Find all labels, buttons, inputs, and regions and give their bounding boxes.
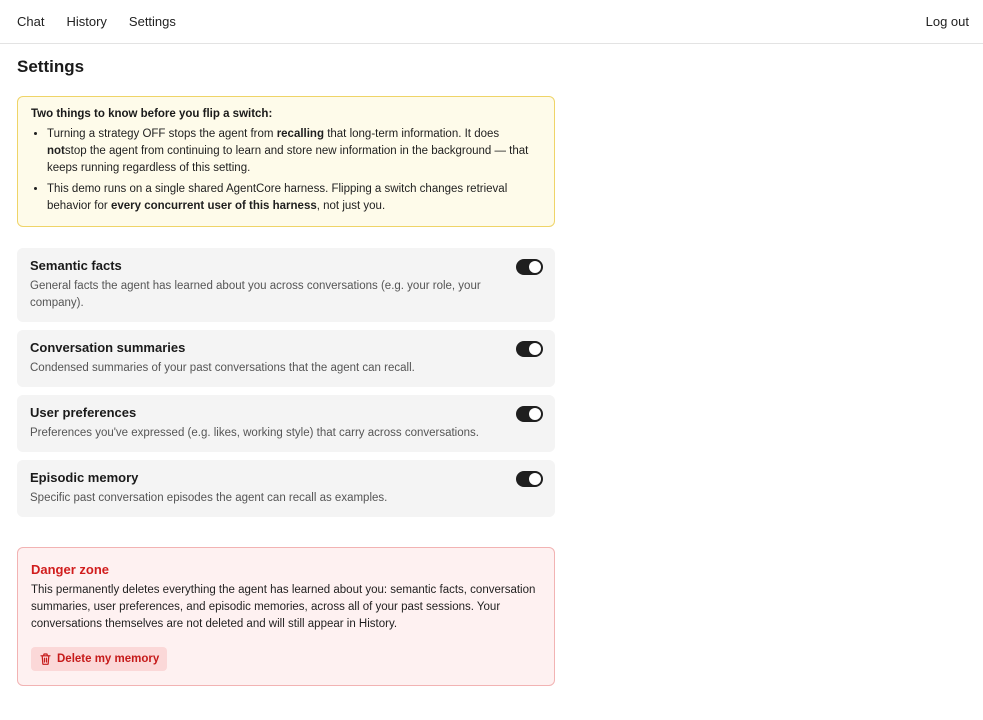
semantic-toggle[interactable] — [516, 259, 543, 275]
notice-text: stop the agent from continuing to learn and store new information in the background — that keeps running regardless of this setting. — [47, 145, 529, 174]
strategy-description: Condensed summaries of your past conversations that the agent can recall. — [30, 362, 415, 374]
notice-title: Two things to know before you flip a switch: — [31, 108, 273, 120]
strategy-description: General facts the agent has learned about you across conversations (e.g. your role, your company). — [30, 280, 481, 309]
notice-bold: recalling — [276, 128, 324, 140]
top-navbar — [0, 0, 983, 44]
strategy-description: Preferences you've expressed (e.g. likes, working style) that carry across conversations. — [30, 427, 479, 439]
notice-bullet-recall — [47, 126, 540, 177]
notice-text: that long-term information. It does — [324, 128, 500, 140]
strategy-card-semantic — [17, 248, 555, 322]
trash-icon — [40, 653, 51, 665]
logout-link[interactable]: Log out — [925, 14, 969, 29]
danger-zone — [17, 547, 555, 686]
strategy-card-preferences — [17, 395, 555, 452]
toggle-knob — [529, 473, 541, 485]
nav-chat[interactable]: Chat — [17, 14, 45, 29]
strategy-title: Conversation summaries — [30, 340, 186, 355]
memory-strategies — [17, 248, 555, 517]
page-title: Settings — [17, 57, 85, 76]
notice-text: Turning a strategy OFF stops the agent from — [47, 128, 277, 140]
nav-settings[interactable]: Settings — [128, 14, 176, 29]
main-nav — [17, 14, 176, 29]
summaries-toggle[interactable] — [516, 341, 543, 357]
episodic-toggle[interactable] — [516, 471, 543, 487]
notice-list — [31, 126, 540, 215]
notice-text: This demo runs on a single shared AgentCore harness. Flipping a switch changes retrieval behavior for — [47, 183, 508, 212]
settings-page — [0, 57, 555, 686]
toggle-knob — [529, 408, 541, 420]
toggle-knob — [529, 343, 541, 355]
toggle-knob — [529, 261, 541, 273]
delete-memory-button[interactable] — [31, 647, 167, 671]
strategy-title: Episodic memory — [30, 470, 139, 485]
preferences-toggle[interactable] — [516, 406, 543, 422]
strategy-description: Specific past conversation episodes the agent can recall as examples. — [30, 492, 388, 504]
notice-bold: every concurrent user of this harness — [110, 200, 317, 212]
strategy-title: User preferences — [30, 405, 137, 420]
notice-text: , not just you. — [316, 200, 386, 212]
strategy-card-summaries — [17, 330, 555, 387]
strategy-title: Semantic facts — [30, 258, 122, 273]
strategy-card-episodic — [17, 460, 555, 517]
delete-button-label: Delete my memory — [57, 653, 160, 665]
warning-notice — [17, 96, 555, 227]
nav-history[interactable]: History — [66, 14, 107, 29]
notice-bold: not — [47, 145, 65, 157]
danger-description: This permanently deletes everything the agent has learned about you: semantic facts, conversation summaries, user preferences, and episodic memories, across all of your past sessions. Your conversations themselves are not deleted and will still appear in History. — [31, 584, 536, 630]
notice-bullet-shared — [47, 181, 540, 215]
danger-title: Danger zone — [31, 562, 110, 577]
